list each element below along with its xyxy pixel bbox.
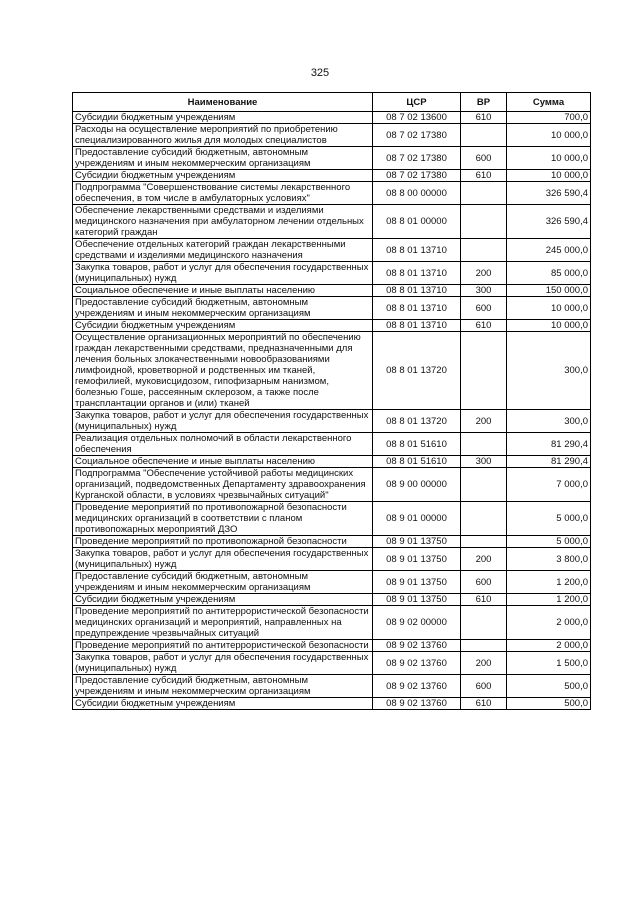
row-vr: 200 xyxy=(461,262,507,285)
row-csr: 08 8 01 00000 xyxy=(373,205,461,239)
row-sum: 5 000,0 xyxy=(507,502,591,536)
row-csr: 08 9 01 00000 xyxy=(373,502,461,536)
row-sum: 10 000,0 xyxy=(507,320,591,332)
row-name: Проведение мероприятий по противопожарной безопасности медицинских организаций в соответствии с планом противопожарных мероприятий ДЗО xyxy=(73,502,373,536)
table-row xyxy=(73,170,591,182)
row-name: Обеспечение лекарственными средствами и изделиями медицинского назначения при амбулаторном лечении отдельных категорий граждан xyxy=(73,205,373,239)
row-vr: 610 xyxy=(461,320,507,332)
table-row xyxy=(73,182,591,205)
row-sum: 3 800,0 xyxy=(507,548,591,571)
row-name: Расходы на осуществление мероприятий по приобретению специализированного жилья для молодых специалистов xyxy=(73,124,373,147)
table-row xyxy=(73,112,591,124)
row-vr xyxy=(461,536,507,548)
table-row xyxy=(73,320,591,332)
row-sum: 300,0 xyxy=(507,410,591,433)
row-vr: 200 xyxy=(461,652,507,675)
table-row xyxy=(73,456,591,468)
row-vr: 600 xyxy=(461,571,507,594)
row-csr: 08 9 02 13760 xyxy=(373,675,461,698)
row-sum: 10 000,0 xyxy=(507,147,591,170)
row-vr: 610 xyxy=(461,594,507,606)
row-vr: 300 xyxy=(461,285,507,297)
row-sum: 85 000,0 xyxy=(507,262,591,285)
row-csr: 08 9 01 13750 xyxy=(373,536,461,548)
row-sum: 2 000,0 xyxy=(507,640,591,652)
table-body xyxy=(73,112,591,710)
row-sum: 1 200,0 xyxy=(507,594,591,606)
row-vr xyxy=(461,468,507,502)
table-row xyxy=(73,297,591,320)
row-name: Предоставление субсидий бюджетным, автономным учреждениям и иным некоммерческим организациям xyxy=(73,147,373,170)
row-csr: 08 9 02 00000 xyxy=(373,606,461,640)
table-row xyxy=(73,606,591,640)
row-vr: 610 xyxy=(461,112,507,124)
row-sum: 326 590,4 xyxy=(507,205,591,239)
row-vr: 600 xyxy=(461,147,507,170)
row-csr: 08 7 02 17380 xyxy=(373,170,461,182)
row-name: Закупка товаров, работ и услуг для обеспечения государственных (муниципальных) нужд xyxy=(73,262,373,285)
row-name: Субсидии бюджетным учреждениям xyxy=(73,170,373,182)
row-name: Закупка товаров, работ и услуг для обеспечения государственных (муниципальных) нужд xyxy=(73,410,373,433)
row-name: Осуществление организационных мероприятий по обеспечению граждан лекарственными средствами, предназначенными для лечения больных злокачественными новообразованиями лимфоидной, кроветворной и родственных им тканей, гемофилией, муковисцидозом, гипофизарным нанизмом, болезнью Гоше, рассеянным склерозом, а также после трансплантации органов и (или) тканей xyxy=(73,332,373,410)
row-vr: 610 xyxy=(461,170,507,182)
table-row xyxy=(73,675,591,698)
row-name: Обеспечение отдельных категорий граждан лекарственными средствами и изделиями медицинского назначения xyxy=(73,239,373,262)
row-vr: 610 xyxy=(461,698,507,710)
row-vr: 300 xyxy=(461,456,507,468)
header-sum: Сумма xyxy=(507,93,591,112)
row-name: Предоставление субсидий бюджетным, автономным учреждениям и иным некоммерческим организациям xyxy=(73,675,373,698)
table-row xyxy=(73,410,591,433)
row-vr: 200 xyxy=(461,548,507,571)
header-csr: ЦСР xyxy=(373,93,461,112)
row-csr: 08 9 02 13760 xyxy=(373,652,461,675)
header-vr: ВР xyxy=(461,93,507,112)
row-name: Проведение мероприятий по противопожарной безопасности xyxy=(73,536,373,548)
table-row xyxy=(73,205,591,239)
table-row xyxy=(73,433,591,456)
row-vr: 600 xyxy=(461,297,507,320)
row-sum: 1 500,0 xyxy=(507,652,591,675)
row-csr: 08 7 02 17380 xyxy=(373,147,461,170)
table-row xyxy=(73,147,591,170)
row-vr xyxy=(461,502,507,536)
row-sum: 2 000,0 xyxy=(507,606,591,640)
table-header-row xyxy=(73,93,591,112)
row-csr: 08 8 01 13710 xyxy=(373,285,461,297)
row-name: Социальное обеспечение и иные выплаты населению xyxy=(73,456,373,468)
row-sum: 5 000,0 xyxy=(507,536,591,548)
row-csr: 08 9 00 00000 xyxy=(373,468,461,502)
row-sum: 10 000,0 xyxy=(507,124,591,147)
row-vr xyxy=(461,124,507,147)
row-csr: 08 7 02 17380 xyxy=(373,124,461,147)
table-row xyxy=(73,262,591,285)
row-vr xyxy=(461,239,507,262)
row-vr xyxy=(461,606,507,640)
row-vr xyxy=(461,332,507,410)
row-vr xyxy=(461,640,507,652)
page-number: 325 xyxy=(310,67,330,79)
row-csr: 08 9 02 13760 xyxy=(373,698,461,710)
row-csr: 08 8 01 51610 xyxy=(373,433,461,456)
table-row xyxy=(73,468,591,502)
row-csr: 08 8 01 13710 xyxy=(373,239,461,262)
row-sum: 10 000,0 xyxy=(507,297,591,320)
table-row xyxy=(73,239,591,262)
table-row xyxy=(73,124,591,147)
table-row xyxy=(73,594,591,606)
row-name: Предоставление субсидий бюджетным, автономным учреждениям и иным некоммерческим организациям xyxy=(73,297,373,320)
row-name: Социальное обеспечение и иные выплаты населению xyxy=(73,285,373,297)
table-row xyxy=(73,285,591,297)
row-name: Субсидии бюджетным учреждениям xyxy=(73,112,373,124)
row-csr: 08 8 01 13710 xyxy=(373,320,461,332)
row-sum: 1 200,0 xyxy=(507,571,591,594)
row-csr: 08 8 01 13720 xyxy=(373,332,461,410)
row-name: Подпрограмма "Совершенствование системы лекарственного обеспечения, в том числе в амбулаторных условиях" xyxy=(73,182,373,205)
row-csr: 08 9 02 13760 xyxy=(373,640,461,652)
row-name: Субсидии бюджетным учреждениям xyxy=(73,320,373,332)
row-csr: 08 9 01 13750 xyxy=(373,594,461,606)
row-csr: 08 8 01 51610 xyxy=(373,456,461,468)
table-row xyxy=(73,502,591,536)
row-name: Закупка товаров, работ и услуг для обеспечения государственных (муниципальных) нужд xyxy=(73,548,373,571)
row-csr: 08 8 01 13720 xyxy=(373,410,461,433)
row-vr xyxy=(461,433,507,456)
row-sum: 300,0 xyxy=(507,332,591,410)
row-vr xyxy=(461,205,507,239)
row-sum: 81 290,4 xyxy=(507,433,591,456)
row-name: Субсидии бюджетным учреждениям xyxy=(73,698,373,710)
row-csr: 08 8 01 13710 xyxy=(373,262,461,285)
table-row xyxy=(73,536,591,548)
row-vr xyxy=(461,182,507,205)
row-sum: 700,0 xyxy=(507,112,591,124)
header-name: Наименование xyxy=(73,93,373,112)
row-name: Подпрограмма "Обеспечение устойчивой работы медицинских организаций, подведомственных Департаменту здравоохранения Курганской области, в условиях чрезвычайных ситуаций" xyxy=(73,468,373,502)
row-name: Предоставление субсидий бюджетным, автономным учреждениям и иным некоммерческим организациям xyxy=(73,571,373,594)
row-sum: 150 000,0 xyxy=(507,285,591,297)
row-sum: 10 000,0 xyxy=(507,170,591,182)
row-sum: 500,0 xyxy=(507,675,591,698)
budget-table xyxy=(72,92,591,710)
row-sum: 81 290,4 xyxy=(507,456,591,468)
table-row xyxy=(73,698,591,710)
row-sum: 326 590,4 xyxy=(507,182,591,205)
row-name: Реализация отдельных полномочий в области лекарственного обеспечения xyxy=(73,433,373,456)
row-vr: 200 xyxy=(461,410,507,433)
row-vr: 600 xyxy=(461,675,507,698)
row-sum: 7 000,0 xyxy=(507,468,591,502)
row-name: Закупка товаров, работ и услуг для обеспечения государственных (муниципальных) нужд xyxy=(73,652,373,675)
table-row xyxy=(73,652,591,675)
row-name: Субсидии бюджетным учреждениям xyxy=(73,594,373,606)
row-csr: 08 9 01 13750 xyxy=(373,548,461,571)
row-csr: 08 9 01 13750 xyxy=(373,571,461,594)
row-sum: 245 000,0 xyxy=(507,239,591,262)
row-csr: 08 8 01 13710 xyxy=(373,297,461,320)
row-sum: 500,0 xyxy=(507,698,591,710)
row-name: Проведение мероприятий по антитеррористической безопасности xyxy=(73,640,373,652)
table-row xyxy=(73,640,591,652)
row-csr: 08 8 00 00000 xyxy=(373,182,461,205)
table-row xyxy=(73,571,591,594)
row-csr: 08 7 02 13600 xyxy=(373,112,461,124)
table-row xyxy=(73,548,591,571)
table-row xyxy=(73,332,591,410)
row-name: Проведение мероприятий по антитеррористической безопасности медицинских организаций и мероприятий, направленных на предупреждение чрезвычайных ситуаций xyxy=(73,606,373,640)
